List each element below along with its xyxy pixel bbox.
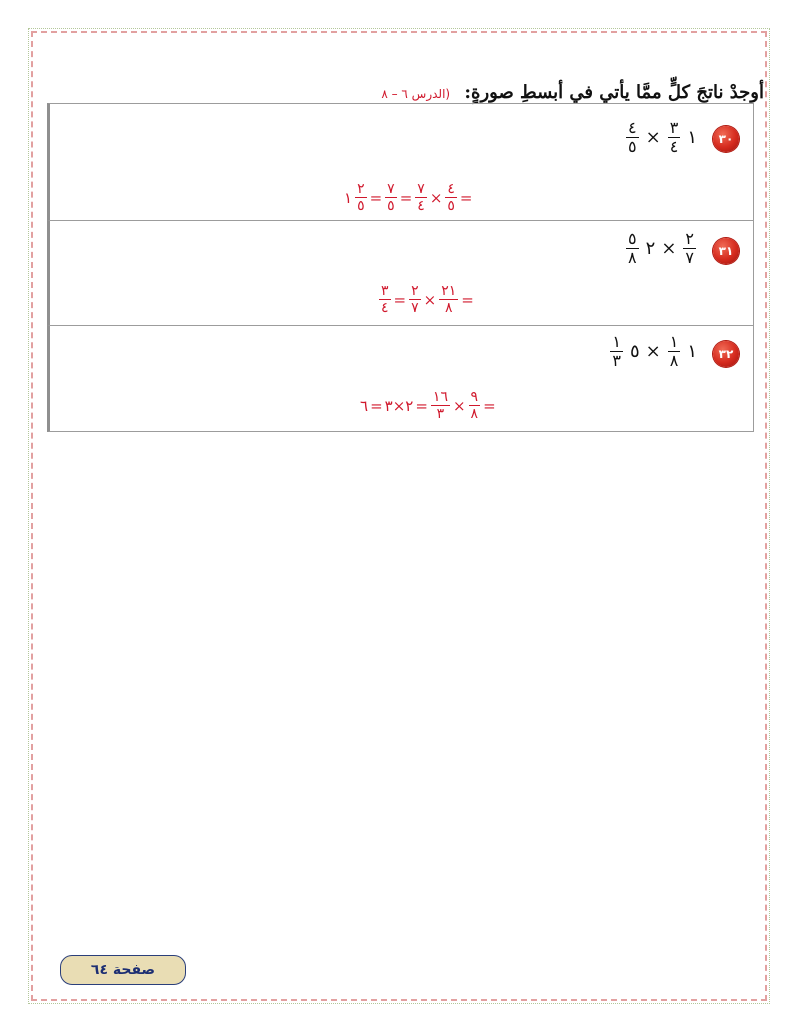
problem-32-expression	[609, 334, 697, 369]
equals-sign: =	[370, 396, 383, 415]
times-sign: ×	[452, 396, 466, 415]
times-sign: ×	[645, 341, 661, 362]
problem-number-badge: ٣٢	[713, 341, 739, 367]
equals-sign: =	[483, 396, 496, 415]
fraction: $\frac{٢}{٧}$	[411, 283, 419, 316]
equals-sign: =	[369, 188, 383, 207]
problem-32-answer	[360, 390, 496, 421]
fraction: $\frac{١٦}{٣}$	[432, 389, 448, 422]
problem-30-answer	[344, 182, 473, 213]
times-sign: ×	[645, 127, 661, 148]
fraction: $\frac{٢}{٥}$	[357, 181, 365, 214]
fraction: $\frac{٤}{٥}$	[628, 118, 637, 156]
fraction: $\frac{١}{٣}$	[612, 332, 621, 370]
equals-sign: =	[461, 290, 474, 309]
fraction: $\frac{٢١}{٨}$	[441, 283, 457, 316]
problem-31-row	[47, 220, 754, 325]
problem-30-row	[47, 103, 754, 220]
whole-number: ٥	[629, 341, 640, 362]
equals-sign: =	[459, 188, 473, 207]
fraction: $\frac{٧}{٥}$	[387, 181, 395, 214]
whole-number: ١	[687, 127, 697, 148]
equals-sign: =	[415, 396, 428, 415]
problem-32-row	[47, 325, 754, 432]
lesson-reference: (الدرس ٦ – ٨	[381, 87, 451, 101]
fraction: $\frac{٢}{٧}$	[685, 229, 694, 267]
problem-number-badge: ٣٠	[713, 126, 739, 152]
final-result: ٦	[360, 396, 369, 415]
problem-30-expression	[625, 120, 697, 155]
fraction: $\frac{٤}{٥}$	[447, 181, 455, 214]
result-whole: ١	[344, 188, 353, 207]
fraction: $\frac{٩}{٨}$	[470, 389, 479, 422]
times-sign: ×	[661, 238, 677, 259]
problem-31-answer	[378, 284, 474, 315]
fraction: $\frac{٣}{٤}$	[669, 118, 679, 156]
times-sign: ×	[429, 188, 443, 207]
equals-sign: =	[393, 290, 407, 309]
whole-number: ٢	[645, 238, 656, 259]
fraction: $\frac{١}{٨}$	[669, 332, 679, 370]
whole-number: ١	[687, 341, 697, 362]
instruction-text: أوجدْ ناتجَ كلٍّ ممَّا يأتي في أبسطِ صورةٍ:	[464, 82, 764, 103]
problem-number-badge: ٣١	[713, 238, 739, 264]
fraction: $\frac{٥}{٨}$	[628, 229, 637, 267]
product-step: ٢×٣	[384, 396, 414, 415]
times-sign: ×	[423, 290, 437, 309]
problem-31-expression	[625, 231, 697, 266]
page-number-tab: صفحة ٦٤	[60, 955, 186, 985]
fraction: $\frac{٣}{٤}$	[381, 283, 389, 316]
instruction-line	[381, 82, 764, 103]
fraction: $\frac{٧}{٤}$	[417, 181, 425, 214]
equals-sign: =	[399, 188, 413, 207]
